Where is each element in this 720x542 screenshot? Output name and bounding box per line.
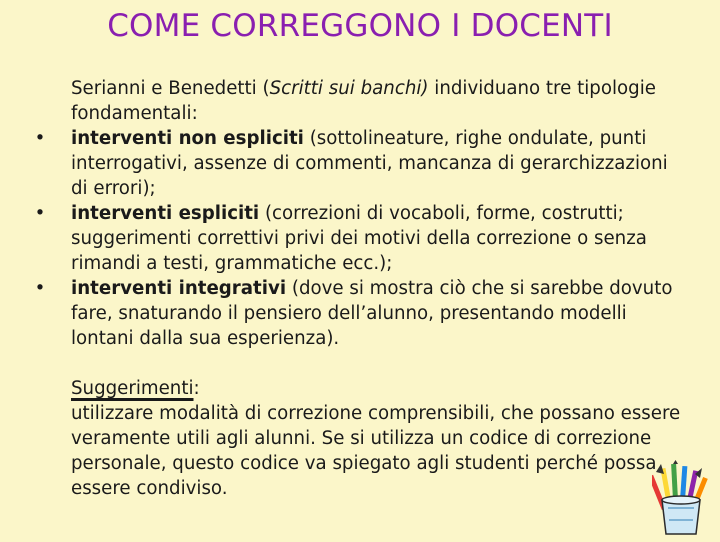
item-term: interventi non espliciti <box>71 128 304 149</box>
suggestions-text: utilizzare modalità di correzione comprensibili, che possano essere veramente utili agli alunni. Se si utilizza un codice di correzione personale, questo codice va spiegato agli studenti perché possa essere condiviso. <box>71 403 681 499</box>
intro-tail: individuano tre tipologie fondamentali: <box>71 78 656 124</box>
bullet-icon: • <box>34 203 46 224</box>
intro-lead: Serianni e Benedetti ( <box>71 78 270 99</box>
item-description: (dove si mostra ciò che si sarebbe dovuto fare, snaturando il pensiero dell’alunno, presentando modelli lontani dalla sua esperienza). <box>71 278 673 349</box>
section-spacer <box>71 351 681 376</box>
item-description: (sottolineature, righe ondulate, punti interrogativi, assenze di commenti, mancanza di gerarchizzazioni di errori); <box>71 128 668 199</box>
intro-source: Scritti sui banchi) <box>269 78 429 99</box>
slide-title: COME CORREGGONO I DOCENTI <box>107 8 613 44</box>
suggestions-colon: : <box>193 378 200 399</box>
bullet-icon: • <box>34 278 46 299</box>
item-description: (correzioni di vocaboli, forme, costrutti; suggerimenti correttivi privi dei motivi della correzione o senza rimandi a testi, grammatiche ecc.); <box>71 203 647 274</box>
list-item <box>34 276 681 351</box>
item-term: interventi integrativi <box>71 278 287 299</box>
intro-paragraph <box>71 76 681 126</box>
intervention-list <box>34 126 681 351</box>
list-item <box>34 201 681 276</box>
item-term: interventi espliciti <box>71 203 260 224</box>
suggestions-heading <box>71 376 681 401</box>
suggestions-label: Suggerimenti <box>71 378 194 399</box>
slide-body <box>34 76 681 501</box>
bullet-icon: • <box>34 128 46 149</box>
list-item <box>34 126 681 201</box>
pencil-cup-icon <box>652 460 710 538</box>
